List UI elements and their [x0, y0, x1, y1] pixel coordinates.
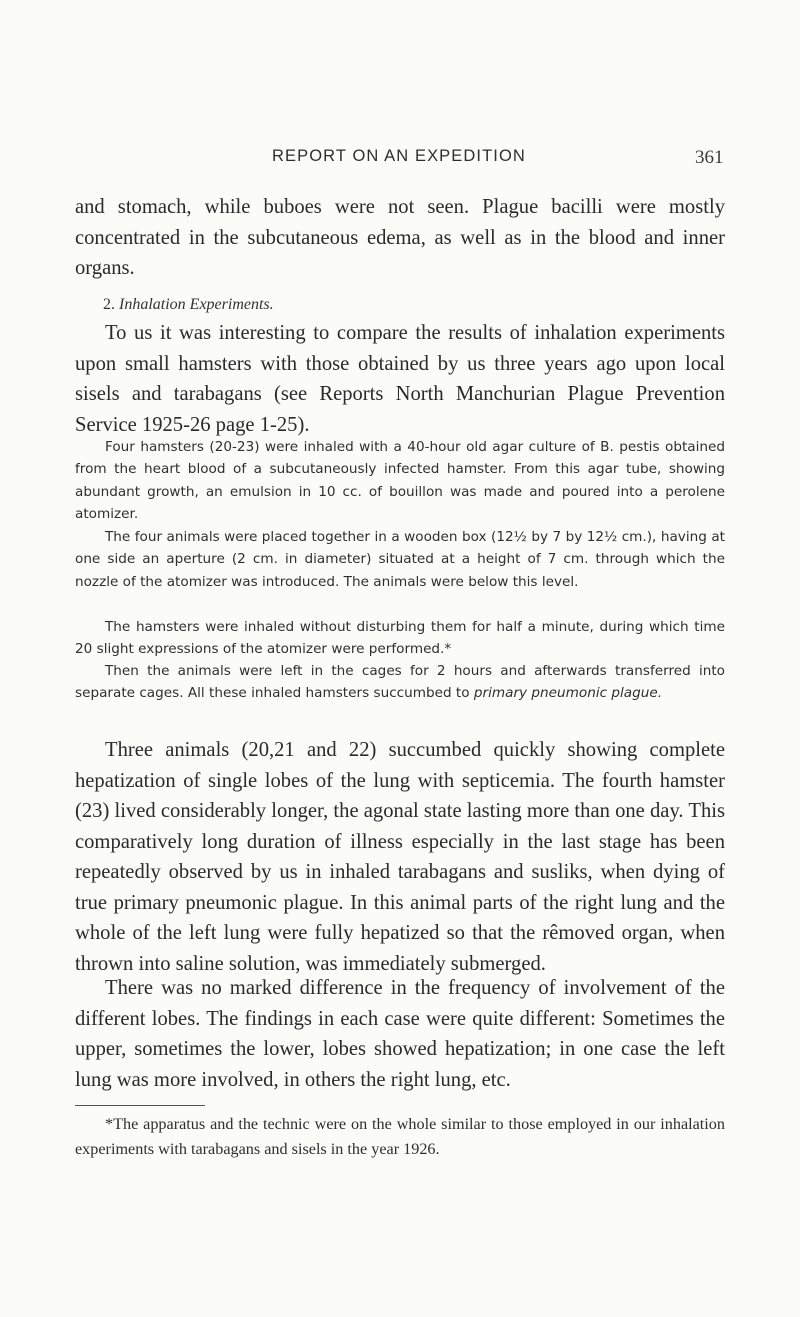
running-title: REPORT ON AN EXPEDITION — [272, 147, 526, 165]
section-heading — [103, 296, 274, 314]
paragraph-three-animals: Three animals (20,21 and 22) succumbed quickly showing complete hepatization of single lobes of the lung with septicemia. The fourth hamster (23) lived considerably longer, the agonal state lasting more than one day. This comparatively long duration of illness especially in the last stage has been repeatedly observed by us in inhaled tarabagans and susliks, when dying of true primary pneumonic plague. In this animal parts of the right lung and the whole of the left lung were fully hepatized so that the rêmoved organ, when thrown into saline solution, was immediately submerged. — [75, 739, 725, 975]
separate-cages-text: Then the animals were left in the cages for 2 hours and afterwards transferred into separate cages. All these inhaled hamsters succumbed to — [75, 663, 725, 702]
paragraph-lobes-difference: There was no marked difference in the frequency of involvement of the different lobes. The findings in each case were quite different: Sometimes the upper, sometimes the lower, lobes showed hepatization; in one case the left lung was more involved, in others the right lung, etc. — [75, 977, 725, 1091]
paragraph-four-hamsters: Four hamsters (20-23) were inhaled with a 40-hour old agar culture of B. pestis obtained from the heart blood of a subcutaneously infected hamster. From this agar tube, showing abundant growth, an emulsion in 10 cc. of bouillon was made and poured into a perolene atomizer. — [75, 439, 725, 522]
paragraph-intro-inhalation: To us it was interesting to compare the results of inhalation experiments upon small hamsters with those obtained by us three years ago upon local sisels and tarabagans (see Reports North Manchurian Plague Prevention Service 1925-26 page 1-25). — [75, 322, 725, 436]
running-head — [0, 147, 800, 173]
section-title: Inhalation Experiments. — [119, 296, 274, 313]
section-number: 2. — [103, 296, 115, 313]
paragraph-separate-cages — [75, 660, 725, 705]
footnote-rule — [75, 1105, 205, 1106]
page-number: 361 — [695, 147, 724, 168]
primary-pneumonic-plague-emphasis: primary pneumonic plague. — [473, 685, 663, 702]
paragraph-wooden-box: The four animals were placed together in a wooden box (12½ by 7 by 12½ cm.), having at one side an aperture (2 cm. in diameter) situated at a height of 7 cm. through which the nozzle of the atomizer was introduced. The animals were below this level. — [75, 529, 725, 590]
paragraph-atomizer-expressions: The hamsters were inhaled without disturbing them for half a minute, during which time 20 slight expressions of the atomizer were performed.* — [75, 619, 725, 658]
footnote: *The apparatus and the technic were on the whole similar to those employed in our inhalation experiments with tarabagans and sisels in the year 1926. — [75, 1115, 725, 1158]
paragraph-stomach-buboes: and stomach, while buboes were not seen. Plague bacilli were mostly concentrated in the subcutaneous edema, as well as in the blood and inner organs. — [75, 196, 725, 279]
